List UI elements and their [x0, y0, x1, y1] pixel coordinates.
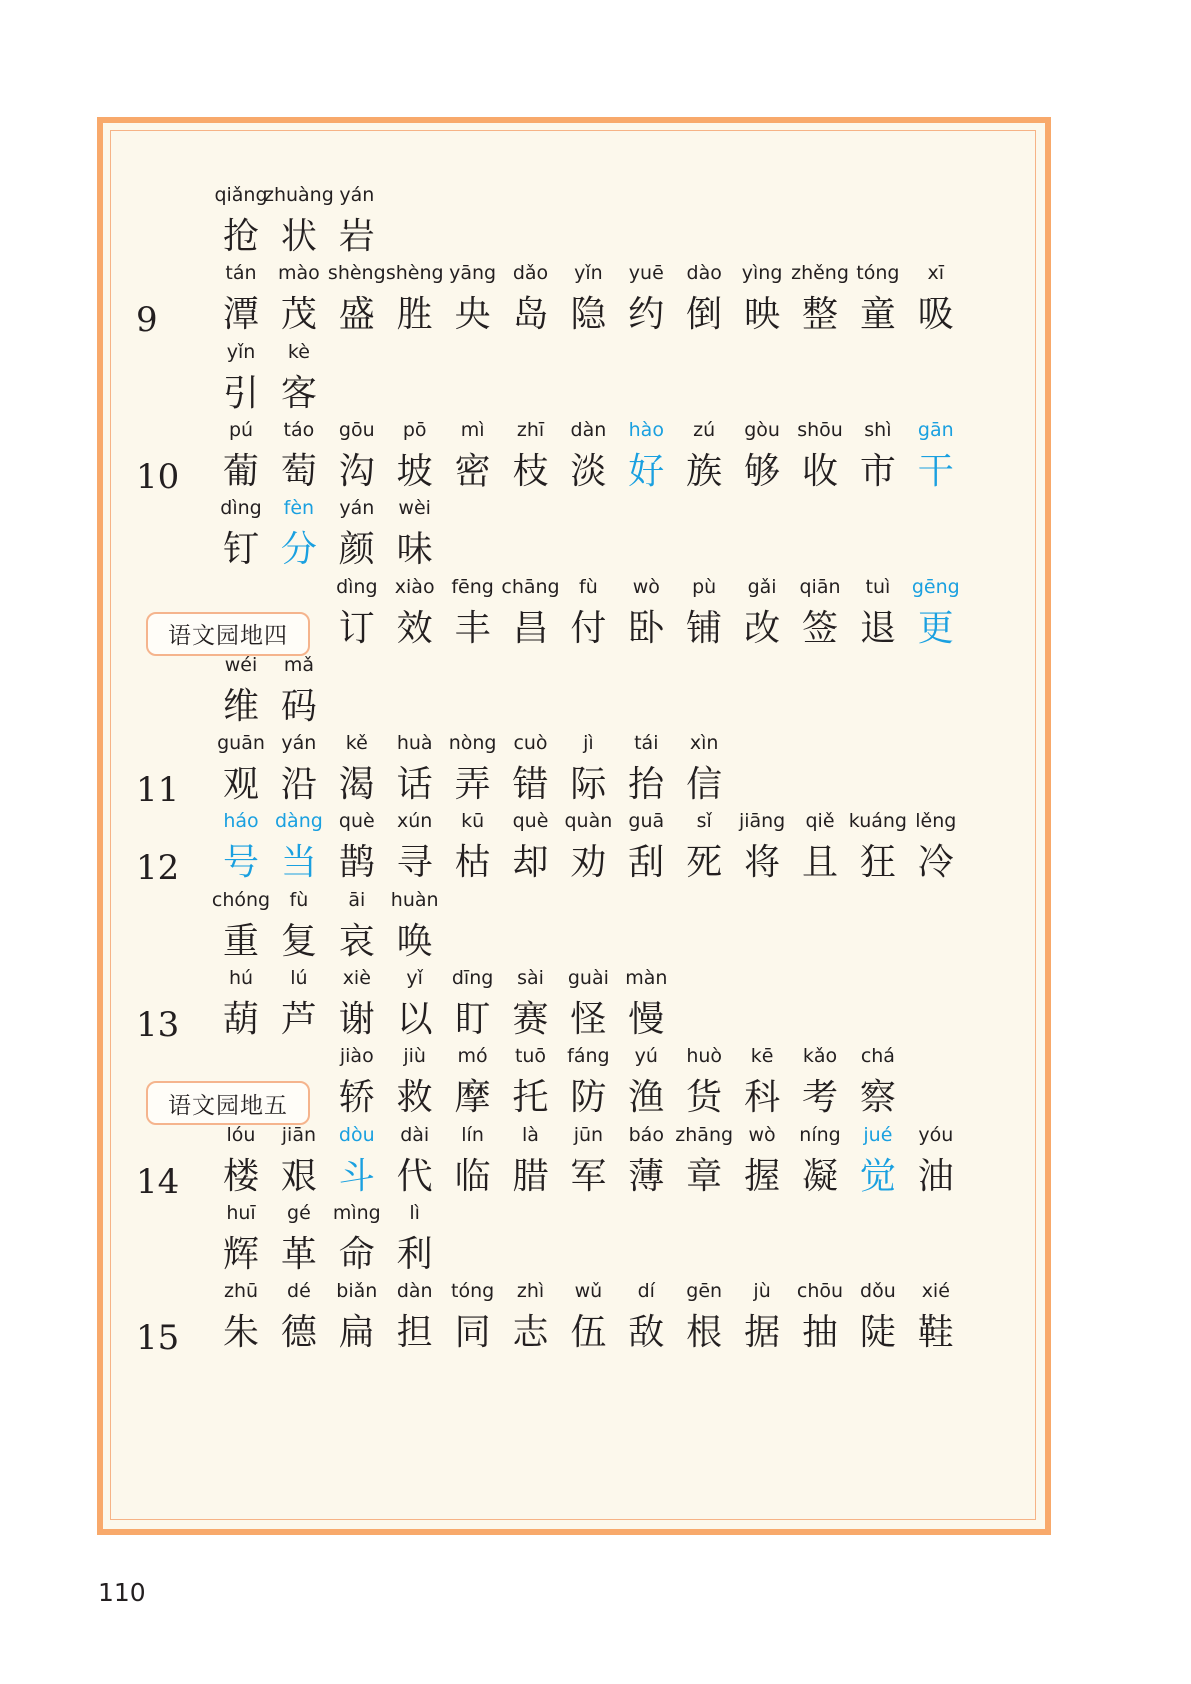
- pinyin: sài: [517, 967, 544, 989]
- hanzi: 临: [454, 1155, 491, 1197]
- hanzi: 收: [801, 450, 838, 492]
- hanzi: 鞋: [917, 1312, 954, 1354]
- hanzi: 约: [628, 294, 665, 336]
- character-item: [905, 806, 967, 888]
- pinyin: huàn: [390, 888, 439, 911]
- hanzi: 市: [859, 450, 896, 492]
- hanzi: 钉: [222, 529, 259, 571]
- pinyin: qiě: [805, 810, 835, 833]
- pinyin: dòu: [338, 1123, 375, 1146]
- pinyin: shèng: [327, 262, 386, 285]
- hanzi: 状: [280, 216, 317, 257]
- hanzi: 托: [512, 1077, 549, 1119]
- pinyin: biǎn: [336, 1280, 378, 1303]
- pinyin: gēng: [911, 575, 960, 598]
- section-badge: 语文园地五: [146, 1081, 310, 1125]
- pinyin: lěng: [915, 810, 957, 833]
- pinyin: shèng: [385, 262, 444, 285]
- hanzi: 客: [280, 372, 317, 414]
- hanzi: 盛: [338, 294, 375, 336]
- hanzi: 刮: [628, 842, 665, 884]
- hanzi: 哀: [338, 920, 375, 962]
- pinyin: jì: [583, 732, 594, 755]
- character-item: [905, 415, 967, 497]
- pinyin: guān: [217, 732, 265, 755]
- pinyin: kǎo: [802, 1045, 838, 1068]
- hanzi: 渔: [628, 1077, 665, 1119]
- pinyin: tán: [225, 262, 257, 285]
- hanzi: 吸: [917, 294, 954, 336]
- hanzi: 话: [396, 764, 433, 806]
- hanzi: 码: [280, 685, 317, 727]
- hanzi: 货: [686, 1077, 723, 1119]
- pinyin: zú: [693, 418, 716, 441]
- pinyin: zhì: [516, 1280, 545, 1303]
- pinyin: xún: [397, 810, 433, 833]
- pinyin: mǎ: [283, 653, 314, 676]
- section-row: [0, 572, 1191, 654]
- pinyin: yú: [634, 1045, 658, 1068]
- pinyin: yāng: [449, 262, 497, 285]
- lesson-row: [0, 493, 1191, 575]
- hanzi: 鹊: [338, 842, 375, 884]
- lesson-row: [0, 337, 1191, 419]
- hanzi: 够: [744, 450, 781, 492]
- hanzi: 考: [801, 1077, 838, 1119]
- pinyin: xī: [927, 262, 945, 285]
- hanzi: 茂: [280, 294, 317, 336]
- hanzi: 劝: [570, 842, 607, 884]
- hanzi: 同: [454, 1312, 491, 1354]
- hanzi: 油: [917, 1155, 954, 1197]
- hanzi: 沟: [338, 450, 375, 492]
- hanzi: 改: [744, 607, 781, 649]
- hanzi: 隐: [570, 294, 607, 336]
- hanzi: 央: [454, 294, 491, 336]
- pinyin: zhuàng: [263, 184, 334, 206]
- lesson-number: 9: [136, 300, 158, 341]
- pinyin: dàn: [396, 1280, 433, 1303]
- hanzi: 腊: [512, 1155, 549, 1197]
- pinyin: lín: [461, 1123, 484, 1146]
- pinyin: jiào: [339, 1045, 374, 1068]
- hanzi: 科: [744, 1077, 781, 1119]
- hanzi: 唤: [396, 920, 433, 962]
- lesson-number: 15: [136, 1318, 180, 1359]
- hanzi: 枝: [512, 450, 549, 492]
- pinyin: kè: [287, 340, 310, 363]
- hanzi: 胜: [396, 294, 433, 336]
- pinyin: jù: [753, 1280, 771, 1303]
- hanzi: 枯: [454, 842, 491, 884]
- pinyin: dé: [287, 1280, 311, 1303]
- hanzi: 葫: [222, 999, 259, 1040]
- hanzi: 沿: [280, 764, 317, 806]
- section-badge: 语文园地四: [146, 612, 310, 656]
- pinyin: dào: [686, 262, 722, 285]
- pinyin: fù: [289, 888, 309, 911]
- pinyin: mìng: [332, 1201, 381, 1224]
- hanzi: 斗: [338, 1155, 375, 1197]
- hanzi: 错: [512, 764, 549, 806]
- hanzi: 赛: [512, 999, 549, 1040]
- pinyin: chóng: [211, 888, 271, 911]
- hanzi: 以: [396, 999, 433, 1040]
- character-item: [326, 180, 388, 262]
- pinyin: kě: [345, 732, 368, 755]
- hanzi: 更: [917, 607, 954, 649]
- pinyin: jiāng: [738, 810, 786, 833]
- pinyin: gōu: [338, 418, 375, 441]
- pinyin: āi: [348, 888, 366, 911]
- hanzi: 岛: [512, 294, 549, 336]
- hanzi: 观: [222, 764, 259, 806]
- pinyin: zhī: [516, 418, 545, 441]
- lesson-row: [0, 258, 1191, 340]
- hanzi: 抢: [222, 216, 259, 257]
- pinyin: kū: [461, 810, 485, 833]
- character-item: [384, 493, 446, 575]
- pinyin: dài: [400, 1123, 430, 1146]
- pinyin: què: [512, 810, 549, 833]
- pinyin: gān: [917, 418, 954, 441]
- hanzi: 号: [222, 842, 259, 884]
- pinyin: yóu: [918, 1123, 954, 1146]
- pinyin: yǐn: [226, 340, 256, 363]
- hanzi: 效: [396, 607, 433, 649]
- hanzi: 弄: [454, 764, 491, 806]
- pinyin: tuō: [514, 1045, 547, 1068]
- hanzi: 志: [512, 1312, 549, 1354]
- hanzi: 寻: [396, 842, 433, 884]
- pinyin: pú: [228, 418, 254, 441]
- pinyin: zhū: [223, 1280, 259, 1303]
- pinyin: jūn: [573, 1123, 604, 1146]
- pinyin: nòng: [448, 732, 497, 755]
- hanzi: 抽: [801, 1312, 838, 1354]
- pinyin: qiǎng: [214, 184, 268, 206]
- pinyin: dīng: [451, 967, 494, 989]
- pinyin: huò: [686, 1045, 723, 1068]
- hanzi: 萄: [280, 450, 317, 492]
- pinyin: shì: [864, 418, 892, 441]
- lesson-row: [0, 806, 1191, 888]
- hanzi: 重: [222, 920, 259, 962]
- hanzi: 订: [338, 607, 375, 649]
- pinyin: tuì: [865, 575, 891, 598]
- pinyin: lú: [290, 967, 308, 989]
- pinyin: gǎi: [747, 575, 777, 598]
- lesson-number: 13: [136, 1005, 180, 1045]
- hanzi: 退: [859, 607, 896, 649]
- hanzi: 狂: [859, 842, 896, 884]
- character-item: [384, 885, 446, 967]
- lesson-row: [0, 180, 1191, 262]
- pinyin: kuáng: [848, 810, 907, 833]
- pinyin: gēn: [686, 1280, 723, 1303]
- pinyin: pō: [402, 418, 427, 441]
- hanzi: 整: [801, 294, 838, 336]
- hanzi: 握: [744, 1155, 781, 1197]
- hanzi: 分: [280, 529, 317, 571]
- lesson-number: 14: [136, 1161, 180, 1202]
- hanzi: 陡: [859, 1312, 896, 1354]
- hanzi: 伍: [570, 1312, 607, 1354]
- pinyin: hào: [628, 418, 664, 441]
- character-item: [268, 337, 330, 419]
- pinyin: dàn: [570, 418, 607, 441]
- hanzi: 付: [570, 607, 607, 649]
- pinyin: wèi: [398, 497, 431, 520]
- hanzi: 颜: [338, 529, 375, 571]
- hanzi: 芦: [280, 999, 317, 1040]
- pinyin: mì: [460, 418, 485, 441]
- hanzi: 薄: [628, 1155, 665, 1197]
- lesson-row: [0, 415, 1191, 497]
- pinyin: yán: [281, 732, 317, 755]
- hanzi: 葡: [222, 450, 259, 492]
- hanzi: 据: [744, 1312, 781, 1354]
- pinyin: dí: [637, 1280, 655, 1303]
- pinyin: jiù: [403, 1045, 426, 1068]
- pinyin: fù: [579, 575, 598, 598]
- hanzi: 摩: [454, 1077, 491, 1119]
- pinyin: lóu: [226, 1123, 256, 1146]
- hanzi: 族: [686, 450, 723, 492]
- hanzi: 章: [686, 1155, 723, 1197]
- hanzi: 代: [396, 1155, 433, 1197]
- pinyin: tái: [634, 732, 659, 755]
- hanzi: 怪: [570, 999, 607, 1040]
- pinyin: yuē: [628, 262, 664, 285]
- lesson-row: [0, 1276, 1191, 1358]
- pinyin: xìn: [689, 732, 719, 755]
- hanzi: 引: [222, 372, 259, 414]
- hanzi: 当: [280, 842, 317, 884]
- pinyin: fáng: [567, 1045, 610, 1068]
- pinyin: tóng: [451, 1280, 495, 1303]
- hanzi: 根: [686, 1312, 723, 1354]
- hanzi: 将: [744, 842, 781, 884]
- pinyin: quàn: [564, 810, 613, 833]
- pinyin: gòu: [744, 418, 780, 441]
- lesson-number: 10: [136, 456, 180, 497]
- hanzi: 命: [338, 1233, 375, 1275]
- hanzi: 冷: [917, 842, 954, 884]
- hanzi: 际: [570, 764, 607, 806]
- hanzi: 潭: [222, 294, 259, 336]
- pinyin: zhěng: [791, 262, 849, 285]
- pinyin: zhāng: [675, 1123, 734, 1146]
- hanzi: 艰: [280, 1155, 317, 1197]
- pinyin: hú: [228, 967, 254, 989]
- section-row: [0, 1041, 1191, 1123]
- hanzi: 楼: [222, 1155, 259, 1197]
- hanzi: 丰: [454, 607, 491, 649]
- pinyin: fèn: [283, 497, 315, 520]
- pinyin: yǐ: [406, 967, 423, 989]
- hanzi: 好: [628, 450, 665, 492]
- hanzi: 密: [454, 450, 491, 492]
- character-item: [268, 650, 330, 732]
- hanzi: 签: [801, 607, 838, 649]
- hanzi: 且: [801, 842, 838, 884]
- pinyin: xiào: [394, 575, 435, 598]
- pinyin: qiān: [799, 575, 841, 598]
- hanzi: 敌: [628, 1312, 665, 1354]
- hanzi: 军: [570, 1155, 607, 1197]
- lesson-row: [0, 650, 1191, 732]
- hanzi: 救: [396, 1077, 433, 1119]
- hanzi: 岩: [338, 216, 375, 257]
- hanzi: 德: [280, 1312, 317, 1354]
- lesson-row: [0, 1198, 1191, 1280]
- character-item: [673, 728, 735, 810]
- character-item: [384, 1198, 446, 1280]
- pinyin: fēng: [451, 575, 494, 598]
- lesson-number: 11: [136, 770, 180, 811]
- pinyin: mào: [278, 262, 320, 285]
- pinyin: yán: [339, 497, 375, 520]
- pinyin: què: [338, 810, 375, 833]
- pinyin: huī: [226, 1201, 256, 1224]
- character-item: [615, 963, 677, 1045]
- pinyin: kē: [750, 1045, 774, 1068]
- pinyin: yǐn: [574, 262, 603, 285]
- hanzi: 死: [686, 842, 723, 884]
- hanzi: 味: [396, 529, 433, 571]
- pinyin: háo: [223, 810, 259, 833]
- pinyin: dìng: [220, 497, 262, 520]
- pinyin: huà: [396, 732, 433, 755]
- pinyin: màn: [625, 967, 668, 989]
- hanzi: 童: [859, 294, 896, 336]
- pinyin: yìng: [741, 262, 783, 285]
- pinyin: dǎo: [512, 262, 549, 285]
- hanzi: 渴: [338, 764, 375, 806]
- hanzi: 防: [570, 1077, 607, 1119]
- character-item: [905, 258, 967, 340]
- lesson-row: [0, 728, 1191, 810]
- page-number: 110: [98, 1578, 146, 1607]
- pinyin: chāng: [501, 575, 560, 598]
- pinyin: pù: [692, 575, 717, 598]
- hanzi: 盯: [454, 999, 491, 1040]
- hanzi: 淡: [570, 450, 607, 492]
- pinyin: chá: [860, 1045, 895, 1068]
- hanzi: 辉: [222, 1233, 259, 1275]
- pinyin: táo: [283, 418, 315, 441]
- pinyin: là: [522, 1123, 539, 1146]
- hanzi: 利: [396, 1233, 433, 1275]
- lesson-row: [0, 1120, 1191, 1202]
- lesson-row: [0, 885, 1191, 967]
- hanzi: 谢: [338, 999, 375, 1040]
- hanzi: 干: [917, 450, 954, 492]
- pinyin: dǒu: [860, 1280, 896, 1303]
- pinyin: lì: [409, 1201, 420, 1224]
- pinyin: yán: [339, 184, 375, 206]
- hanzi: 复: [280, 920, 317, 962]
- hanzi: 扁: [338, 1312, 375, 1354]
- hanzi: 映: [744, 294, 781, 336]
- pinyin: xiè: [342, 967, 371, 989]
- hanzi: 朱: [222, 1312, 259, 1354]
- hanzi: 轿: [338, 1077, 375, 1119]
- hanzi: 革: [280, 1233, 317, 1275]
- pinyin: tóng: [856, 262, 900, 285]
- pinyin: dàng: [274, 810, 323, 833]
- hanzi: 坡: [396, 450, 433, 492]
- pinyin: wǔ: [574, 1280, 603, 1303]
- hanzi: 卧: [628, 607, 665, 649]
- hanzi: 察: [859, 1077, 896, 1119]
- pinyin: chōu: [796, 1280, 844, 1303]
- pinyin: gé: [287, 1201, 311, 1224]
- pinyin: guā: [628, 810, 665, 833]
- pinyin: dìng: [336, 575, 378, 598]
- pinyin: guài: [567, 967, 609, 989]
- pinyin: wò: [632, 575, 660, 598]
- hanzi: 信: [686, 764, 723, 806]
- hanzi: 却: [512, 842, 549, 884]
- hanzi: 铺: [686, 607, 723, 649]
- character-item: [847, 1041, 909, 1123]
- character-item: [905, 1120, 967, 1202]
- hanzi: 觉: [859, 1155, 896, 1197]
- lesson-number: 12: [136, 848, 180, 889]
- pinyin: wò: [748, 1123, 776, 1146]
- pinyin: báo: [628, 1123, 664, 1146]
- pinyin: jiān: [281, 1123, 317, 1146]
- hanzi: 慢: [628, 999, 665, 1040]
- hanzi: 担: [396, 1312, 433, 1354]
- pinyin: sǐ: [696, 810, 712, 833]
- hanzi: 抬: [628, 764, 665, 806]
- pinyin: jué: [863, 1123, 893, 1146]
- pinyin: wéi: [224, 653, 258, 676]
- hanzi: 倒: [686, 294, 723, 336]
- pinyin: cuò: [513, 732, 548, 755]
- hanzi: 凝: [801, 1155, 838, 1197]
- pinyin: shōu: [797, 418, 843, 441]
- character-item: [905, 1276, 967, 1358]
- pinyin: mó: [457, 1045, 488, 1068]
- character-item: [905, 572, 967, 654]
- hanzi: 昌: [512, 607, 549, 649]
- pinyin: xié: [921, 1280, 950, 1303]
- hanzi: 维: [222, 685, 259, 727]
- lesson-row: [0, 963, 1191, 1045]
- pinyin: níng: [799, 1123, 841, 1146]
